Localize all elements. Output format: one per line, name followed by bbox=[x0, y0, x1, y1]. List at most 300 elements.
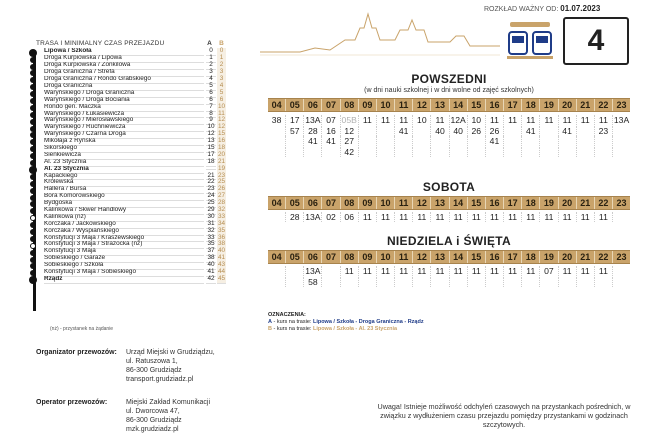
stop-time-a: 0 bbox=[206, 48, 216, 56]
minute-cell: 02 bbox=[322, 212, 340, 222]
stop-name: Sikorskiego bbox=[44, 145, 204, 153]
stop-time-b: 0 bbox=[217, 48, 226, 56]
stop-time-a: 3 bbox=[206, 69, 216, 77]
minute-cell bbox=[377, 277, 395, 287]
hour-cell: 13 bbox=[431, 99, 449, 111]
hour-cell: 11 bbox=[395, 99, 413, 111]
stop-dot-icon bbox=[30, 70, 36, 76]
stop-time-b: 32 bbox=[217, 205, 226, 213]
stop-time-b: 11 bbox=[218, 109, 225, 117]
route-columns bbox=[207, 40, 224, 47]
stop-time-b: 40 bbox=[217, 247, 226, 255]
stop-dot-icon bbox=[30, 91, 36, 97]
minute-cell bbox=[450, 277, 468, 287]
minute-cell bbox=[268, 266, 286, 276]
stop-dot-icon bbox=[30, 153, 36, 159]
minute-cell bbox=[377, 136, 395, 146]
hour-cell: 10 bbox=[377, 197, 395, 209]
hour-cell: 07 bbox=[322, 99, 340, 111]
hour-cell: 23 bbox=[616, 198, 627, 208]
stop-time-a: 37 bbox=[207, 247, 215, 255]
stop-name: Al. 23 Stycznia bbox=[44, 159, 204, 167]
minute-cell: 11 bbox=[359, 115, 377, 125]
stop-name: Droga Kurpiowska / Lipowa bbox=[44, 55, 204, 63]
minute-cell bbox=[577, 126, 595, 136]
minute-cell bbox=[522, 136, 540, 146]
stop-time-a: 6 bbox=[206, 90, 216, 98]
minute-cell bbox=[286, 266, 304, 276]
stop-time-b: 3 bbox=[217, 76, 226, 84]
minute-cell: 11 bbox=[450, 266, 468, 276]
minute-cell bbox=[504, 147, 522, 157]
minute-cell bbox=[286, 277, 304, 287]
minute-cell: 11 bbox=[504, 115, 522, 125]
minute-cell: 41 bbox=[322, 136, 340, 146]
stop-name: Waryńskiego / Czarna Droga bbox=[44, 131, 204, 139]
minute-cell bbox=[304, 147, 322, 157]
minutes-row bbox=[268, 136, 630, 146]
stop-dot-icon bbox=[30, 263, 36, 269]
stop-name: Droga Graniczna / Strefa bbox=[44, 69, 204, 77]
minute-cell: 11 bbox=[486, 115, 504, 125]
minute-cell bbox=[395, 136, 413, 146]
minute-cell: 28 bbox=[304, 126, 322, 136]
stop-time-a: 29 bbox=[207, 205, 215, 213]
minute-cell bbox=[268, 147, 286, 157]
hour-cell: 23 bbox=[616, 252, 627, 262]
hour-cell: 06 bbox=[304, 251, 322, 263]
stop-dot-icon bbox=[30, 126, 36, 132]
stop-time-b: 35 bbox=[217, 226, 226, 234]
minute-cell: 11 bbox=[395, 115, 413, 125]
minute-cell: 11 bbox=[540, 212, 558, 222]
hour-cell: 05 bbox=[286, 251, 304, 263]
stop-time-b: 5 bbox=[217, 90, 226, 98]
minutes-row bbox=[268, 212, 630, 222]
stop-time-b: 41 bbox=[217, 254, 226, 262]
hour-cell: 16 bbox=[486, 99, 504, 111]
minute-cell bbox=[559, 136, 577, 146]
minute-cell bbox=[595, 147, 613, 157]
hour-cell: 12 bbox=[413, 197, 431, 209]
minutes-row bbox=[268, 126, 630, 136]
hour-cell: 22 bbox=[595, 99, 613, 111]
stop-dot-icon bbox=[30, 181, 36, 187]
stop-name: Kapackiego bbox=[44, 173, 204, 181]
minute-cell: 07 bbox=[540, 266, 558, 276]
minute-cell: 17 bbox=[286, 115, 304, 125]
stop-time-a: 4 bbox=[206, 76, 216, 84]
minute-cell bbox=[341, 277, 359, 287]
minute-cell bbox=[540, 147, 558, 157]
minute-cell: 11 bbox=[413, 266, 431, 276]
minute-cell bbox=[450, 136, 468, 146]
minute-cell bbox=[395, 147, 413, 157]
hour-cell: 04 bbox=[268, 99, 286, 111]
request-stop-icon bbox=[30, 243, 36, 249]
stop-time-b: 2 bbox=[217, 62, 226, 70]
weekdays-subtitle: (w dni nauki szkolnej i w dni wolne od zajęć szkolnych) bbox=[364, 87, 534, 94]
stop-time-a: 12 bbox=[207, 130, 215, 138]
minute-cell: 38 bbox=[268, 115, 286, 125]
minute-cell bbox=[322, 277, 340, 287]
minute-cell: 11 bbox=[395, 212, 413, 222]
stop-time-a: 10 bbox=[207, 123, 215, 131]
hour-cell: 21 bbox=[577, 197, 595, 209]
sunday-hours bbox=[268, 250, 630, 264]
hour-cell: 14 bbox=[450, 197, 468, 209]
stop-name: Korczaka / Jackowskiego bbox=[44, 221, 204, 229]
address-line: ul. Ratuszowa 1, bbox=[126, 358, 178, 365]
minutes-row bbox=[268, 147, 630, 157]
hour-cell: 17 bbox=[504, 251, 522, 263]
minute-cell bbox=[377, 147, 395, 157]
hour-cell: 16 bbox=[486, 197, 504, 209]
minute-cell bbox=[577, 136, 595, 146]
stop-dot-icon bbox=[30, 57, 36, 63]
minute-cell bbox=[377, 126, 395, 136]
minute-cell: 11 bbox=[359, 212, 377, 222]
stop-time-b: 20 bbox=[217, 150, 226, 158]
minutes-row bbox=[268, 277, 630, 287]
minute-cell bbox=[286, 136, 304, 146]
minute-cell bbox=[504, 126, 522, 136]
stop-time-b: 6 bbox=[217, 97, 226, 105]
trams-logo-icon bbox=[505, 20, 555, 62]
hour-cell: 20 bbox=[559, 251, 577, 263]
minute-cell: 11 bbox=[431, 266, 449, 276]
stop-dot-icon bbox=[30, 139, 36, 145]
minute-cell: 11 bbox=[504, 212, 522, 222]
hour-cell: 08 bbox=[341, 251, 359, 263]
hour-cell: 23 bbox=[616, 100, 627, 110]
stop-name: Waryńskiego / Ruchniewicza bbox=[44, 124, 204, 132]
stop-dot-icon bbox=[30, 132, 36, 138]
stop-dot-icon bbox=[30, 188, 36, 194]
column-b-label: B bbox=[219, 40, 224, 47]
stop-dot-icon bbox=[30, 201, 36, 207]
stop-time-a: 35 bbox=[207, 240, 215, 248]
validity-label: ROZKŁAD WAŻNY OD: bbox=[484, 6, 559, 13]
minute-cell bbox=[595, 277, 613, 287]
minute-cell: 05B bbox=[341, 115, 357, 125]
minute-cell: 11 bbox=[341, 266, 359, 276]
minute-cell bbox=[359, 277, 377, 287]
hour-cell: 17 bbox=[504, 197, 522, 209]
stop-dot-icon bbox=[30, 98, 36, 104]
minute-cell bbox=[613, 277, 630, 287]
stop-time-a: 33 bbox=[207, 233, 215, 241]
minute-cell bbox=[504, 277, 522, 287]
hour-cell: 20 bbox=[559, 197, 577, 209]
minute-cell bbox=[431, 136, 449, 146]
stop-time-a: 8 bbox=[206, 111, 216, 119]
minute-cell bbox=[322, 147, 340, 157]
minute-cell bbox=[286, 147, 304, 157]
stop-name: Bydgoska bbox=[44, 200, 204, 208]
stop-dot-icon bbox=[30, 174, 36, 180]
hour-cell: 15 bbox=[468, 99, 486, 111]
minute-cell: 11 bbox=[413, 212, 431, 222]
minute-cell: 13A bbox=[613, 115, 630, 125]
organizer-address bbox=[126, 348, 276, 384]
stop-name: Konstytucji 3 Maja bbox=[44, 248, 204, 256]
minute-cell: 16 bbox=[322, 126, 340, 136]
route-title: TRASA I MINIMALNY CZAS PRZEJAZDU A B bbox=[36, 40, 224, 47]
hour-cell: 18 bbox=[522, 99, 540, 111]
stop-dot-icon bbox=[30, 195, 36, 201]
address-line: Urząd Miejski w Grudziądzu, bbox=[126, 349, 215, 356]
stop-time-a: 32 bbox=[207, 226, 215, 234]
stop-time-b: 23 bbox=[217, 171, 226, 179]
minute-cell: 11 bbox=[431, 115, 449, 125]
validity-header bbox=[484, 4, 600, 13]
stop-name: Korczaka / Wyspiańskiego bbox=[44, 228, 204, 236]
hour-cell: 11 bbox=[395, 197, 413, 209]
stop-dot-icon bbox=[30, 105, 36, 111]
stop-time-a: 25 bbox=[207, 199, 215, 207]
minute-cell bbox=[486, 147, 504, 157]
minute-cell: 26 bbox=[468, 126, 486, 136]
weekdays-title: POWSZEDNI bbox=[411, 72, 487, 86]
minute-cell bbox=[413, 277, 431, 287]
minute-cell: 11 bbox=[431, 212, 449, 222]
minute-cell: 11 bbox=[359, 266, 377, 276]
minute-cell bbox=[431, 147, 449, 157]
stop-time-a: 22 bbox=[207, 178, 215, 186]
minute-cell: 41 bbox=[559, 126, 577, 136]
stop-dot-icon bbox=[30, 112, 36, 118]
minute-cell: 06 bbox=[341, 212, 359, 222]
weekdays-hours bbox=[268, 98, 630, 112]
stop-name: Sobieskiego / Szkoła bbox=[44, 262, 204, 270]
stop-time-b: 26 bbox=[217, 185, 226, 193]
request-stop-note: (nż) - przystanek na żądanie bbox=[50, 326, 114, 332]
stop-name: Rondo gen. Maczka bbox=[44, 104, 204, 112]
minute-cell: 11 bbox=[595, 266, 613, 276]
minute-cell: 11 bbox=[486, 212, 504, 222]
stop-time-b: 43 bbox=[217, 261, 226, 269]
minute-cell: 11 bbox=[595, 115, 613, 125]
stop-time-a: 18 bbox=[207, 157, 215, 165]
minute-cell bbox=[395, 277, 413, 287]
hour-cell: 19 bbox=[540, 197, 558, 209]
stop-dot-icon bbox=[30, 236, 36, 242]
minute-cell bbox=[268, 277, 286, 287]
minute-cell bbox=[613, 136, 630, 146]
stop-dot-icon bbox=[30, 229, 36, 235]
minute-cell: 13A bbox=[305, 212, 321, 222]
hour-cell: 06 bbox=[304, 197, 322, 209]
stop-name: Waryńskiego / Droga Graniczna bbox=[44, 90, 204, 98]
stop-time-a: 9 bbox=[206, 117, 216, 125]
stop-name: Bora Komorowskiego bbox=[44, 193, 204, 201]
hour-cell: 22 bbox=[595, 251, 613, 263]
minute-cell: 11 bbox=[468, 212, 486, 222]
minute-cell: 11 bbox=[377, 266, 395, 276]
stop-dot-icon bbox=[30, 84, 36, 90]
minute-cell: 12 bbox=[341, 126, 359, 136]
hour-cell: 18 bbox=[522, 197, 540, 209]
hour-cell: 08 bbox=[341, 197, 359, 209]
stop-dot-icon bbox=[30, 250, 36, 256]
minute-cell bbox=[595, 136, 613, 146]
stop-time-a: 21 bbox=[207, 171, 215, 179]
minute-cell bbox=[559, 277, 577, 287]
stop-name: Hallera / Bursa bbox=[44, 186, 204, 194]
stop-dot-icon bbox=[30, 146, 36, 152]
hour-cell: 15 bbox=[468, 197, 486, 209]
hour-cell: 11 bbox=[395, 251, 413, 263]
minute-cell: 40 bbox=[431, 126, 449, 136]
hour-cell: 09 bbox=[359, 99, 377, 111]
hour-cell: 15 bbox=[468, 251, 486, 263]
stop-name: Konstytucji 3 Maja / Sobieskiego bbox=[44, 269, 204, 277]
hour-cell: 16 bbox=[486, 251, 504, 263]
stop-time-b: 25 bbox=[217, 178, 226, 186]
minute-cell: 26 bbox=[486, 126, 504, 136]
column-a-label: A bbox=[207, 40, 213, 47]
saturday-hours bbox=[268, 196, 630, 210]
hour-cell: 09 bbox=[359, 251, 377, 263]
organizer-label: Organizator przewozów: bbox=[36, 349, 117, 356]
minute-cell: 41 bbox=[486, 136, 504, 146]
minute-cell: 23 bbox=[595, 126, 613, 136]
stop-name: Al. 23 Stycznia bbox=[44, 166, 204, 174]
stop-time-a: 15 bbox=[207, 143, 215, 151]
hour-cell: 18 bbox=[522, 251, 540, 263]
minute-cell: 07 bbox=[322, 115, 340, 125]
stop-time-b: 12 bbox=[217, 116, 226, 124]
hour-cell: 14 bbox=[450, 99, 468, 111]
minute-cell: 11 bbox=[377, 212, 395, 222]
minute-cell bbox=[322, 266, 340, 276]
minute-cell bbox=[522, 277, 540, 287]
stop-name: Sobieskiego / Garaże bbox=[44, 255, 204, 263]
stop-time-b: 45 bbox=[217, 274, 226, 282]
stop-row bbox=[28, 276, 226, 283]
stop-time-b: 34 bbox=[217, 219, 226, 227]
request-stop-icon bbox=[30, 215, 36, 221]
stop-time-b: 16 bbox=[217, 137, 226, 145]
hour-cell: 10 bbox=[377, 99, 395, 111]
stop-dot-icon bbox=[30, 119, 36, 125]
hour-cell: 19 bbox=[540, 251, 558, 263]
hour-cell: 17 bbox=[504, 99, 522, 111]
stop-time-b: 15 bbox=[217, 130, 226, 138]
stop-time-a: 17 bbox=[207, 150, 215, 158]
address-line: Miejski Zakład Komunikacji bbox=[126, 399, 211, 406]
minute-cell bbox=[613, 126, 630, 136]
stop-time-b: 36 bbox=[217, 233, 226, 241]
hour-cell: 08 bbox=[341, 99, 359, 111]
minute-cell: 12A bbox=[450, 115, 466, 125]
stop-name: Waryńskiego / Droga Bociania bbox=[44, 97, 204, 105]
legend-title: OZNACZENIA: bbox=[268, 312, 306, 318]
stop-time-b: 4 bbox=[217, 83, 226, 91]
hour-cell: 22 bbox=[595, 197, 613, 209]
sunday-title: NIEDZIELA i ŚWIĘTA bbox=[386, 234, 512, 248]
stop-name: Sienkiewicza bbox=[44, 152, 204, 160]
stop-dot-icon bbox=[30, 208, 36, 214]
minute-cell bbox=[413, 147, 431, 157]
minute-cell bbox=[613, 147, 630, 157]
minute-cell bbox=[468, 136, 486, 146]
stop-time-b: 10 bbox=[217, 102, 226, 110]
stop-time-b: 33 bbox=[217, 212, 226, 220]
validity-date: 01.07.2023 bbox=[560, 4, 601, 13]
minute-cell bbox=[468, 147, 486, 157]
hour-cell: 04 bbox=[268, 251, 286, 263]
stop-time-a: 6 bbox=[206, 97, 216, 105]
stop-time-a bbox=[206, 169, 216, 170]
stop-time-a: 7 bbox=[206, 104, 216, 112]
minute-cell: 11 bbox=[577, 212, 595, 222]
legend-b: B - kurs na trasie: Lipowa / Szkoła - Al. 23 Stycznia bbox=[268, 326, 398, 332]
minute-cell bbox=[268, 136, 286, 146]
minute-cell bbox=[540, 136, 558, 146]
minute-cell bbox=[450, 147, 468, 157]
hour-cell: 10 bbox=[377, 251, 395, 263]
stop-time-a: 30 bbox=[207, 212, 215, 220]
stop-time-a: 2 bbox=[206, 62, 216, 70]
legend bbox=[268, 312, 424, 333]
hour-cell: 13 bbox=[431, 197, 449, 209]
hour-cell: 07 bbox=[322, 251, 340, 263]
minute-cell bbox=[504, 136, 522, 146]
minute-cell: 10 bbox=[468, 115, 486, 125]
stop-time-b: 28 bbox=[217, 199, 226, 207]
hour-cell: 21 bbox=[577, 99, 595, 111]
legend-a: A - kurs na trasie: Lipowa / Szkoła - Droga Graniczna - Rządz bbox=[268, 319, 424, 325]
minute-cell: 11 bbox=[559, 115, 577, 125]
minute-cell: 11 bbox=[395, 266, 413, 276]
hour-cell: 06 bbox=[304, 99, 322, 111]
stop-time-b: 38 bbox=[217, 240, 226, 248]
saturday-title: SOBOTA bbox=[422, 180, 476, 194]
minute-cell: 57 bbox=[286, 126, 304, 136]
minute-cell: 11 bbox=[559, 212, 577, 222]
minute-cell bbox=[359, 147, 377, 157]
stop-time-a: 23 bbox=[207, 185, 215, 193]
minute-cell: 11 bbox=[377, 115, 395, 125]
stop-time-a: 31 bbox=[207, 219, 215, 227]
stop-time-b: 12 bbox=[217, 123, 226, 131]
hour-cell: 19 bbox=[540, 99, 558, 111]
minute-cell: 10 bbox=[413, 115, 431, 125]
minute-cell bbox=[413, 136, 431, 146]
stop-name: Droga Graniczna bbox=[44, 83, 204, 91]
minute-cell bbox=[431, 277, 449, 287]
stop-time-b: 44 bbox=[217, 267, 226, 275]
minute-cell: 11 bbox=[595, 212, 613, 222]
stop-name: Droga Kurpiowska / Żonkilowa bbox=[44, 62, 204, 70]
city-skyline-icon bbox=[260, 0, 500, 60]
minute-cell bbox=[559, 147, 577, 157]
minute-cell: 11 bbox=[522, 266, 540, 276]
minute-cell: 11 bbox=[486, 266, 504, 276]
minute-cell: 11 bbox=[468, 266, 486, 276]
hour-cell: 05 bbox=[286, 197, 304, 209]
minute-cell: 11 bbox=[559, 266, 577, 276]
stop-name: Droga Graniczna / Rondo Grabskiego bbox=[44, 76, 204, 84]
hour-cell: 21 bbox=[577, 251, 595, 263]
minute-cell: 11 bbox=[522, 115, 540, 125]
stop-time-b: 3 bbox=[217, 69, 226, 77]
minute-cell bbox=[577, 277, 595, 287]
minutes-row bbox=[268, 266, 630, 276]
minute-cell: 11 bbox=[522, 212, 540, 222]
